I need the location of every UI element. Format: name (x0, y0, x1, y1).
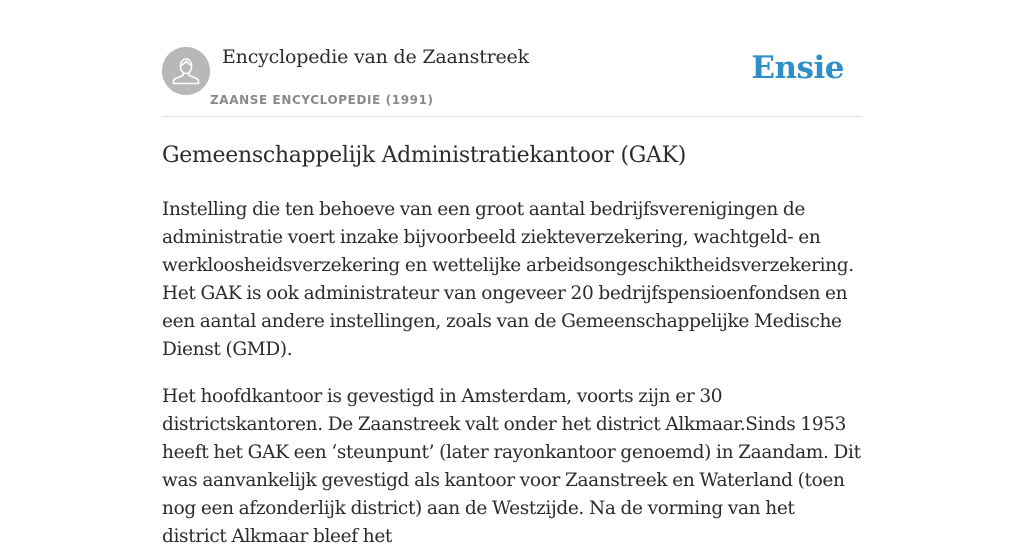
source-title[interactable]: Encyclopedie van de Zaanstreek (222, 46, 529, 68)
ensie-logo[interactable]: Ensie (751, 50, 844, 86)
avatar[interactable] (162, 47, 210, 95)
source-subtitle[interactable]: ZAANSE ENCYCLOPEDIE (1991) (210, 93, 434, 107)
article-paragraph: Instelling die ten behoeve van een groot aantal bedrijfsverenigingen de administratie voert inzake bijvoorbeeld ziekteverzekering, wachtgeld- en werkloosheidsverzekering en wettelijke arbeidsongeschiktheidsverzekering. Het GAK is ook administrateur van ongeveer 20 bedrijfspensioenfondsen en een aantal andere instellingen, zoals van de Gemeenschappelijke Medische Dienst (GMD). (162, 199, 854, 360)
article-paragraph: Het hoofdkantoor is gevestigd in Amsterdam, voorts zijn er 30 districtskantoren. De Zaanstreek valt onder het district Alkmaar.Sinds 1953 heeft het GAK een ‘steunpunt’ (later rayonkantoor genoemd) in Zaandam. Dit was aanvankelijk gevestigd als kantoor voor Zaanstreek en Waterland (toen nog een afzonderlijk district) aan de Westzijde. Na de vorming van het district Alkmaar bleef het (162, 386, 861, 547)
article-container (162, 0, 862, 551)
article-title: Gemeenschappelijk Administratiekantoor (GAK) (162, 143, 687, 168)
source-header (162, 0, 862, 117)
user-silhouette-icon (162, 47, 210, 95)
